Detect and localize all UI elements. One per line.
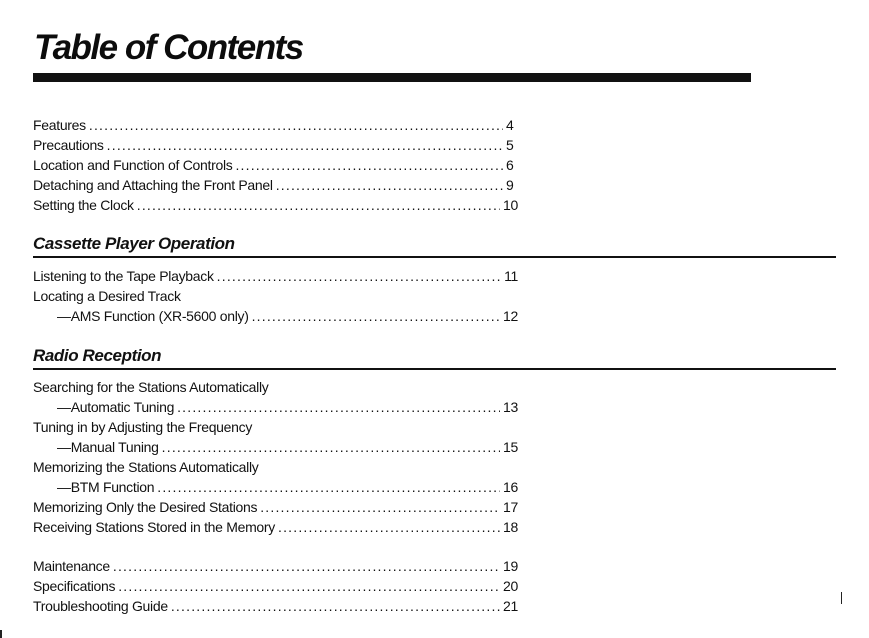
dot-leader <box>217 266 501 286</box>
toc-entry-specifications[interactable] <box>33 576 518 596</box>
toc-entry-front-panel[interactable] <box>33 175 518 195</box>
dot-leader <box>137 195 500 215</box>
toc-entry-page: 5 <box>506 137 514 153</box>
section-heading-cassette: Cassette Player Operation <box>33 234 235 253</box>
toc-entry-label: Detaching and Attaching the Front Panel <box>33 177 273 193</box>
toc-entry-page: 19 <box>503 558 518 574</box>
toc-entry-manual-tuning[interactable] <box>33 437 518 457</box>
toc-entry-automatic-tuning[interactable] <box>33 397 518 417</box>
toc-entry-page: 12 <box>503 308 518 324</box>
dot-leader <box>278 517 500 537</box>
toc-cassette-list <box>33 266 518 326</box>
toc-entry-label: Features <box>33 117 86 133</box>
toc-entry-label: Tuning in by Adjusting the Frequency <box>33 419 253 435</box>
toc-entry-label: Memorizing Only the Desired Stations <box>33 499 258 515</box>
toc-entry-label: Troubleshooting Guide <box>33 598 168 614</box>
dot-leader <box>276 175 503 195</box>
toc-entry-page: 18 <box>503 519 518 535</box>
toc-closing-list <box>33 556 518 616</box>
toc-entry-page: 17 <box>503 499 518 515</box>
dot-leader <box>157 477 500 497</box>
toc-entry-label: Locating a Desired Track <box>33 288 181 304</box>
toc-entry-location-function-controls[interactable] <box>33 155 518 175</box>
toc-entry-page: 15 <box>503 439 518 455</box>
dot-leader <box>260 497 500 517</box>
toc-entry-receiving-stored[interactable] <box>33 517 518 537</box>
toc-entry-memorizing-automatically[interactable] <box>33 457 518 477</box>
toc-radio-list <box>33 377 518 537</box>
toc-intro-list <box>33 115 518 215</box>
section-rule-radio <box>33 368 836 370</box>
section-heading-radio: Radio Reception <box>33 346 162 365</box>
dot-leader <box>107 135 503 155</box>
scan-edge-mark <box>0 630 2 638</box>
toc-entry-adjusting-frequency[interactable] <box>33 417 518 437</box>
toc-entry-features[interactable] <box>33 115 518 135</box>
toc-entry-page: 13 <box>503 399 518 415</box>
toc-entry-memorizing-desired[interactable] <box>33 497 518 517</box>
dot-leader <box>118 576 500 596</box>
toc-entry-label: Setting the Clock <box>33 197 134 213</box>
toc-entry-label: —Automatic Tuning <box>57 399 175 415</box>
toc-entry-page: 9 <box>506 177 514 193</box>
toc-entry-label: Memorizing the Stations Automatically <box>33 459 259 475</box>
toc-entry-label: Specifications <box>33 578 116 594</box>
dot-leader <box>113 556 500 576</box>
toc-entry-page: 6 <box>506 157 514 173</box>
toc-entry-page: 4 <box>506 117 514 133</box>
dot-leader <box>171 596 500 616</box>
dot-leader <box>252 306 500 326</box>
toc-entry-label: —BTM Function <box>57 479 155 495</box>
section-rule-cassette <box>33 256 836 258</box>
toc-entry-page: 16 <box>503 479 518 495</box>
toc-entry-label: Maintenance <box>33 558 110 574</box>
dot-leader <box>89 115 503 135</box>
toc-entry-tape-playback[interactable] <box>33 266 518 286</box>
toc-entry-setting-clock[interactable] <box>33 195 518 215</box>
toc-entry-maintenance[interactable] <box>33 556 518 576</box>
toc-entry-searching-stations[interactable] <box>33 377 518 397</box>
dot-leader <box>162 437 500 457</box>
toc-entry-ams-function[interactable] <box>33 306 518 326</box>
toc-entry-precautions[interactable] <box>33 135 518 155</box>
toc-entry-label: Receiving Stations Stored in the Memory <box>33 519 275 535</box>
dot-leader <box>235 155 503 175</box>
toc-entry-label: Listening to the Tape Playback <box>33 268 214 284</box>
toc-entry-troubleshooting[interactable] <box>33 596 518 616</box>
toc-entry-label: Searching for the Stations Automatically <box>33 379 269 395</box>
dot-leader <box>177 397 500 417</box>
scan-edge-mark <box>841 592 842 604</box>
toc-entry-page: 20 <box>503 578 518 594</box>
toc-entry-label: Location and Function of Controls <box>33 157 233 173</box>
toc-entry-label: —AMS Function (XR-5600 only) <box>57 308 249 324</box>
toc-entry-locating-track[interactable] <box>33 286 518 306</box>
toc-entry-page: 11 <box>504 268 518 284</box>
page-title: Table of Contents <box>34 28 303 67</box>
toc-entry-label: —Manual Tuning <box>57 439 159 455</box>
toc-entry-btm-function[interactable] <box>33 477 518 497</box>
toc-entry-page: 10 <box>503 197 518 213</box>
title-underline-bar <box>33 73 751 82</box>
toc-entry-page: 21 <box>503 598 518 614</box>
toc-entry-label: Precautions <box>33 137 104 153</box>
